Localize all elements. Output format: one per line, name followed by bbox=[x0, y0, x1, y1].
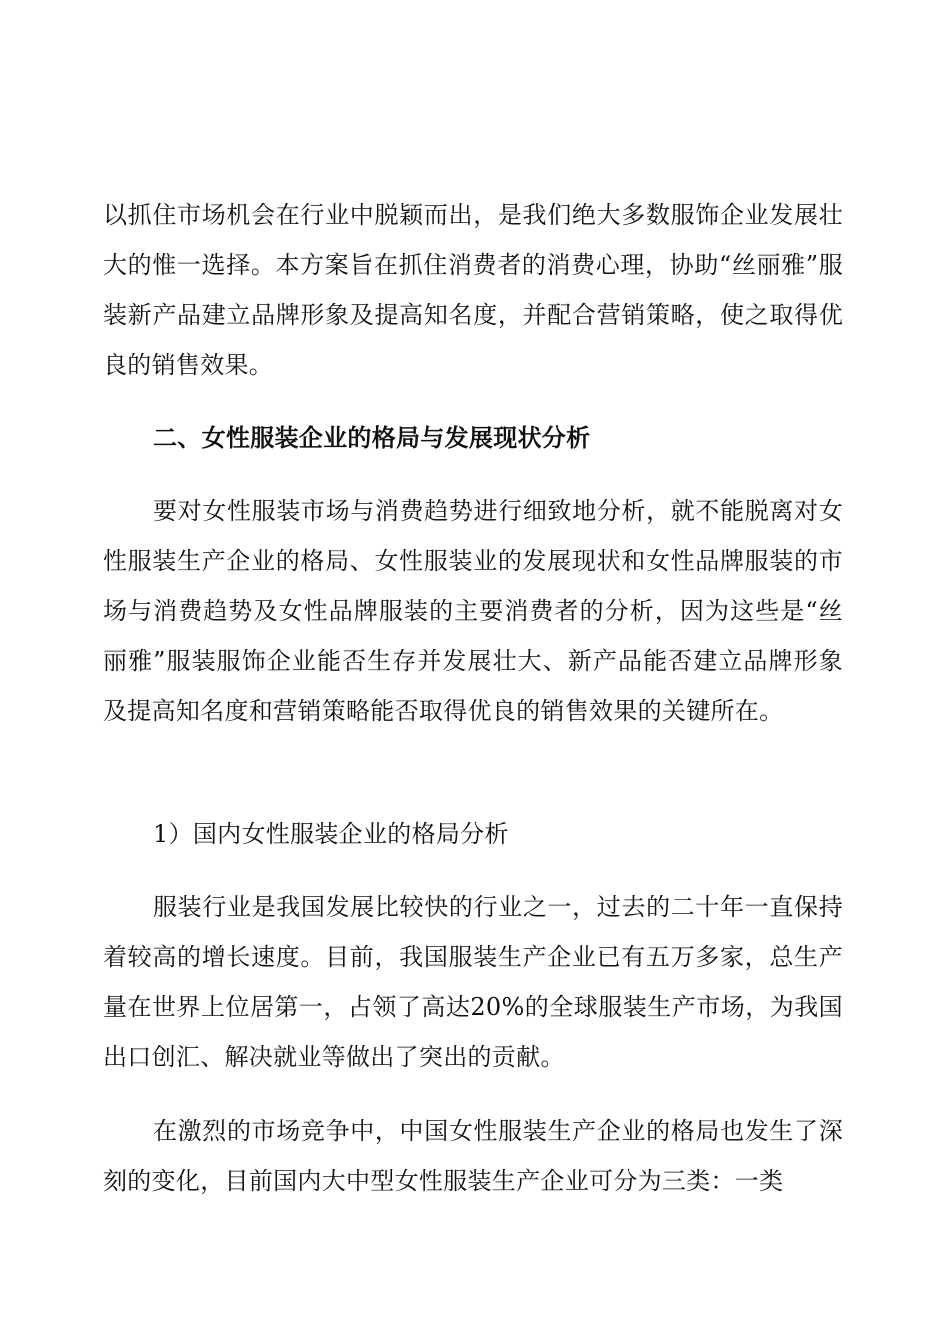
paragraph-enterprise-categories: 在激烈的市场竞争中，中国女性服装生产企业的格局也发生了深刻的变化，目前国内大中型女性服装生产企业可分为三类：一类 bbox=[103, 1117, 843, 1195]
paragraph-intro-continuation: 以抓住市场机会在行业中脱颖而出，是我们绝大多数服饰企业发展壮大的惟一选择。本方案旨在抓住消费者的消费心理，协助“丝丽雅”服装新产品建立品牌形象及提高知名度，并配合营销策略，使之取得优良的销售效果。 bbox=[103, 201, 843, 379]
paragraph-analysis-scope: 要对女性服装市场与消费趋势进行细致地分析，就不能脱离对女性服装生产企业的格局、女性服装业的发展现状和女性品牌服装的市场与消费趋势及女性品牌服装的主要消费者的分析，因为这些是“丝丽雅”服装服饰企业能否生存并发展壮大、新产品能否建立品牌形象及提高知名度和营销策略能否取得优良的销售效果的关键所在。 bbox=[103, 497, 843, 725]
subsection-heading-1: 1）国内女性服装企业的格局分析 bbox=[153, 820, 509, 848]
section-heading-2: 二、女性服装企业的格局与发展现状分析 bbox=[153, 423, 591, 452]
paragraph-industry-overview: 服装行业是我国发展比较快的行业之一，过去的二十年一直保持着较高的增长速度。目前，我国服装生产企业已有五万多家，总生产量在世界上位居第一，占领了高达20%的全球服装生产市场，为我国出口创汇、解决就业等做出了突出的贡献。 bbox=[103, 893, 843, 1071]
